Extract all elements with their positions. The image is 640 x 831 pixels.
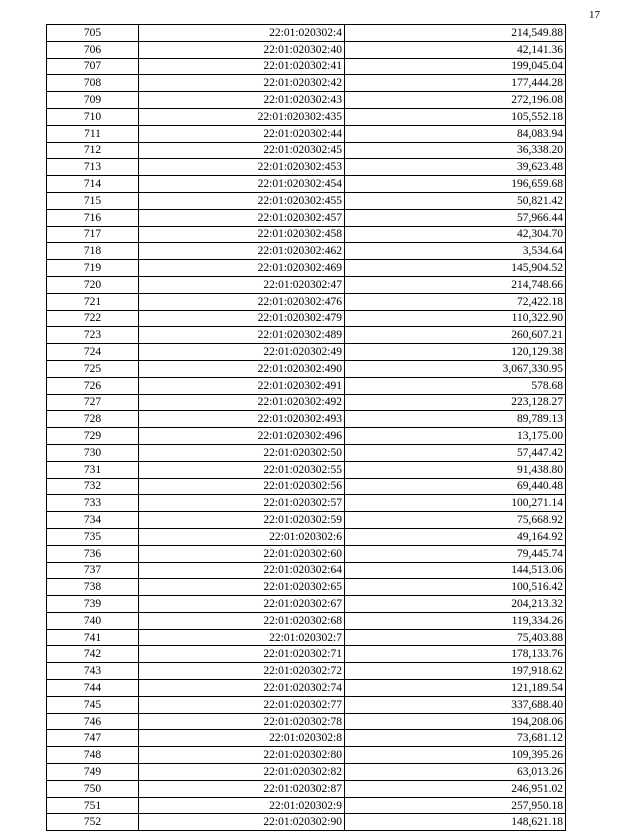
cadastral-number-cell: 22:01:020302:64 [139, 562, 345, 579]
table-row [47, 293, 566, 310]
table-row [47, 696, 566, 713]
cadastral-number-cell: 22:01:020302:493 [139, 411, 345, 428]
cadastral-value-cell: 57,447.42 [345, 444, 566, 461]
table-row [47, 394, 566, 411]
cadastral-number-cell: 22:01:020302:458 [139, 226, 345, 243]
row-number-cell: 749 [47, 764, 139, 781]
cadastral-number-cell: 22:01:020302:90 [139, 814, 345, 831]
cadastral-value-cell: 50,821.42 [345, 192, 566, 209]
row-number-cell: 715 [47, 192, 139, 209]
cadastral-number-cell: 22:01:020302:43 [139, 92, 345, 109]
table-row [47, 562, 566, 579]
cadastral-value-cell: 84,083.94 [345, 125, 566, 142]
cadastral-number-cell: 22:01:020302:74 [139, 680, 345, 697]
row-number-cell: 726 [47, 377, 139, 394]
table-row [47, 243, 566, 260]
row-number-cell: 747 [47, 730, 139, 747]
table-row [47, 327, 566, 344]
table-row [47, 344, 566, 361]
row-number-cell: 712 [47, 142, 139, 159]
table-row [47, 814, 566, 831]
cadastral-value-cell: 337,688.40 [345, 696, 566, 713]
row-number-cell: 719 [47, 260, 139, 277]
table-row [47, 444, 566, 461]
row-number-cell: 720 [47, 276, 139, 293]
row-number-cell: 718 [47, 243, 139, 260]
table-row [47, 612, 566, 629]
row-number-cell: 724 [47, 344, 139, 361]
row-number-cell: 716 [47, 209, 139, 226]
cadastral-number-cell: 22:01:020302:490 [139, 360, 345, 377]
table-row [47, 428, 566, 445]
cadastral-number-cell: 22:01:020302:72 [139, 663, 345, 680]
cadastral-value-cell: 223,128.27 [345, 394, 566, 411]
cadastral-number-cell: 22:01:020302:59 [139, 512, 345, 529]
cadastral-number-cell: 22:01:020302:462 [139, 243, 345, 260]
row-number-cell: 733 [47, 495, 139, 512]
row-number-cell: 727 [47, 394, 139, 411]
cadastral-value-cell: 197,918.62 [345, 663, 566, 680]
cadastral-number-cell: 22:01:020302:40 [139, 41, 345, 58]
cadastral-value-cell: 91,438.80 [345, 461, 566, 478]
row-number-cell: 734 [47, 512, 139, 529]
cadastral-number-cell: 22:01:020302:87 [139, 780, 345, 797]
row-number-cell: 737 [47, 562, 139, 579]
cadastral-value-cell: 89,789.13 [345, 411, 566, 428]
cadastral-number-cell: 22:01:020302:82 [139, 764, 345, 781]
cadastral-number-cell: 22:01:020302:453 [139, 159, 345, 176]
table-row [47, 176, 566, 193]
cadastral-number-cell: 22:01:020302:55 [139, 461, 345, 478]
cadastral-value-cell: 120,129.38 [345, 344, 566, 361]
row-number-cell: 745 [47, 696, 139, 713]
table-row [47, 461, 566, 478]
cadastral-value-cell: 105,552.18 [345, 108, 566, 125]
row-number-cell: 731 [47, 461, 139, 478]
cadastral-value-cell: 119,334.26 [345, 612, 566, 629]
table-row [47, 276, 566, 293]
row-number-cell: 728 [47, 411, 139, 428]
row-number-cell: 707 [47, 58, 139, 75]
row-number-cell: 711 [47, 125, 139, 142]
row-number-cell: 739 [47, 596, 139, 613]
cadastral-value-cell: 145,904.52 [345, 260, 566, 277]
row-number-cell: 742 [47, 646, 139, 663]
row-number-cell: 740 [47, 612, 139, 629]
cadastral-value-cell: 199,045.04 [345, 58, 566, 75]
cadastral-value-cell: 79,445.74 [345, 545, 566, 562]
row-number-cell: 752 [47, 814, 139, 831]
cadastral-value-cell: 75,403.88 [345, 629, 566, 646]
cadastral-number-cell: 22:01:020302:47 [139, 276, 345, 293]
row-number-cell: 721 [47, 293, 139, 310]
cadastral-value-cell: 42,304.70 [345, 226, 566, 243]
table-row [47, 495, 566, 512]
row-number-cell: 750 [47, 780, 139, 797]
cadastral-value-cell: 100,271.14 [345, 495, 566, 512]
cadastral-number-cell: 22:01:020302:80 [139, 747, 345, 764]
cadastral-number-cell: 22:01:020302:49 [139, 344, 345, 361]
cadastral-number-cell: 22:01:020302:78 [139, 713, 345, 730]
page-number: 17 [589, 9, 600, 21]
cadastral-number-cell: 22:01:020302:67 [139, 596, 345, 613]
cadastral-number-cell: 22:01:020302:7 [139, 629, 345, 646]
table-row [47, 730, 566, 747]
cadastral-value-cell: 260,607.21 [345, 327, 566, 344]
table-row [47, 545, 566, 562]
cadastral-value-cell: 246,951.02 [345, 780, 566, 797]
cadastral-value-cell: 148,621.18 [345, 814, 566, 831]
cadastral-number-cell: 22:01:020302:4 [139, 25, 345, 42]
row-number-cell: 751 [47, 797, 139, 814]
cadastral-number-cell: 22:01:020302:491 [139, 377, 345, 394]
table-row [47, 108, 566, 125]
cadastral-value-table [46, 24, 566, 831]
table-row [47, 780, 566, 797]
row-number-cell: 717 [47, 226, 139, 243]
table-row [47, 226, 566, 243]
row-number-cell: 723 [47, 327, 139, 344]
table-row [47, 797, 566, 814]
cadastral-number-cell: 22:01:020302:71 [139, 646, 345, 663]
table-row [47, 528, 566, 545]
cadastral-number-cell: 22:01:020302:50 [139, 444, 345, 461]
table-row [47, 58, 566, 75]
row-number-cell: 738 [47, 579, 139, 596]
cadastral-value-cell: 42,141.36 [345, 41, 566, 58]
row-number-cell: 729 [47, 428, 139, 445]
row-number-cell: 736 [47, 545, 139, 562]
cadastral-value-cell: 196,659.68 [345, 176, 566, 193]
cadastral-number-cell: 22:01:020302:435 [139, 108, 345, 125]
table-row [47, 579, 566, 596]
table-row [47, 92, 566, 109]
cadastral-number-cell: 22:01:020302:492 [139, 394, 345, 411]
row-number-cell: 732 [47, 478, 139, 495]
cadastral-value-cell: 578.68 [345, 377, 566, 394]
cadastral-value-cell: 13,175.00 [345, 428, 566, 445]
cadastral-value-cell: 204,213.32 [345, 596, 566, 613]
cadastral-value-cell: 39,623.48 [345, 159, 566, 176]
table-row [47, 310, 566, 327]
cadastral-number-cell: 22:01:020302:489 [139, 327, 345, 344]
row-number-cell: 735 [47, 528, 139, 545]
cadastral-number-cell: 22:01:020302:68 [139, 612, 345, 629]
cadastral-value-cell: 257,950.18 [345, 797, 566, 814]
cadastral-value-cell: 3,534.64 [345, 243, 566, 260]
row-number-cell: 705 [47, 25, 139, 42]
cadastral-number-cell: 22:01:020302:496 [139, 428, 345, 445]
row-number-cell: 714 [47, 176, 139, 193]
cadastral-number-cell: 22:01:020302:65 [139, 579, 345, 596]
cadastral-number-cell: 22:01:020302:57 [139, 495, 345, 512]
row-number-cell: 743 [47, 663, 139, 680]
cadastral-number-cell: 22:01:020302:476 [139, 293, 345, 310]
cadastral-value-cell: 178,133.76 [345, 646, 566, 663]
table-row [47, 680, 566, 697]
cadastral-number-cell: 22:01:020302:44 [139, 125, 345, 142]
table-row [47, 713, 566, 730]
cadastral-number-cell: 22:01:020302:45 [139, 142, 345, 159]
cadastral-value-cell: 109,395.26 [345, 747, 566, 764]
table-row [47, 41, 566, 58]
cadastral-number-cell: 22:01:020302:9 [139, 797, 345, 814]
row-number-cell: 741 [47, 629, 139, 646]
cadastral-value-cell: 100,516.42 [345, 579, 566, 596]
cadastral-number-cell: 22:01:020302:42 [139, 75, 345, 92]
table-row [47, 646, 566, 663]
row-number-cell: 746 [47, 713, 139, 730]
table-row [47, 75, 566, 92]
table-row [47, 512, 566, 529]
cadastral-value-cell: 73,681.12 [345, 730, 566, 747]
cadastral-value-cell: 177,444.28 [345, 75, 566, 92]
cadastral-value-cell: 72,422.18 [345, 293, 566, 310]
table-row [47, 360, 566, 377]
cadastral-number-cell: 22:01:020302:457 [139, 209, 345, 226]
row-number-cell: 748 [47, 747, 139, 764]
cadastral-number-cell: 22:01:020302:454 [139, 176, 345, 193]
table-row [47, 377, 566, 394]
row-number-cell: 722 [47, 310, 139, 327]
cadastral-number-cell: 22:01:020302:41 [139, 58, 345, 75]
table-row [47, 125, 566, 142]
cadastral-number-cell: 22:01:020302:469 [139, 260, 345, 277]
cadastral-number-cell: 22:01:020302:6 [139, 528, 345, 545]
cadastral-number-cell: 22:01:020302:479 [139, 310, 345, 327]
table-row [47, 596, 566, 613]
table-row [47, 411, 566, 428]
table-row [47, 159, 566, 176]
cadastral-value-cell: 3,067,330.95 [345, 360, 566, 377]
table-row [47, 209, 566, 226]
table-row [47, 663, 566, 680]
row-number-cell: 708 [47, 75, 139, 92]
table-row [47, 142, 566, 159]
cadastral-value-cell: 121,189.54 [345, 680, 566, 697]
table-row [47, 478, 566, 495]
cadastral-value-cell: 144,513.06 [345, 562, 566, 579]
cadastral-value-cell: 110,322.90 [345, 310, 566, 327]
row-number-cell: 706 [47, 41, 139, 58]
table-row [47, 25, 566, 42]
table-row [47, 260, 566, 277]
cadastral-number-cell: 22:01:020302:8 [139, 730, 345, 747]
row-number-cell: 725 [47, 360, 139, 377]
cadastral-value-cell: 49,164.92 [345, 528, 566, 545]
cadastral-value-cell: 272,196.08 [345, 92, 566, 109]
row-number-cell: 713 [47, 159, 139, 176]
cadastral-number-cell: 22:01:020302:455 [139, 192, 345, 209]
table-row [47, 192, 566, 209]
cadastral-number-cell: 22:01:020302:77 [139, 696, 345, 713]
cadastral-value-cell: 57,966.44 [345, 209, 566, 226]
table-row [47, 747, 566, 764]
cadastral-value-cell: 214,748.66 [345, 276, 566, 293]
cadastral-number-cell: 22:01:020302:60 [139, 545, 345, 562]
cadastral-value-cell: 194,208.06 [345, 713, 566, 730]
row-number-cell: 710 [47, 108, 139, 125]
row-number-cell: 744 [47, 680, 139, 697]
row-number-cell: 730 [47, 444, 139, 461]
cadastral-value-cell: 36,338.20 [345, 142, 566, 159]
cadastral-number-cell: 22:01:020302:56 [139, 478, 345, 495]
cadastral-value-cell: 214,549.88 [345, 25, 566, 42]
cadastral-value-cell: 75,668.92 [345, 512, 566, 529]
table-row [47, 629, 566, 646]
row-number-cell: 709 [47, 92, 139, 109]
cadastral-value-cell: 63,013.26 [345, 764, 566, 781]
table-body [47, 25, 566, 831]
cadastral-value-cell: 69,440.48 [345, 478, 566, 495]
table-row [47, 764, 566, 781]
